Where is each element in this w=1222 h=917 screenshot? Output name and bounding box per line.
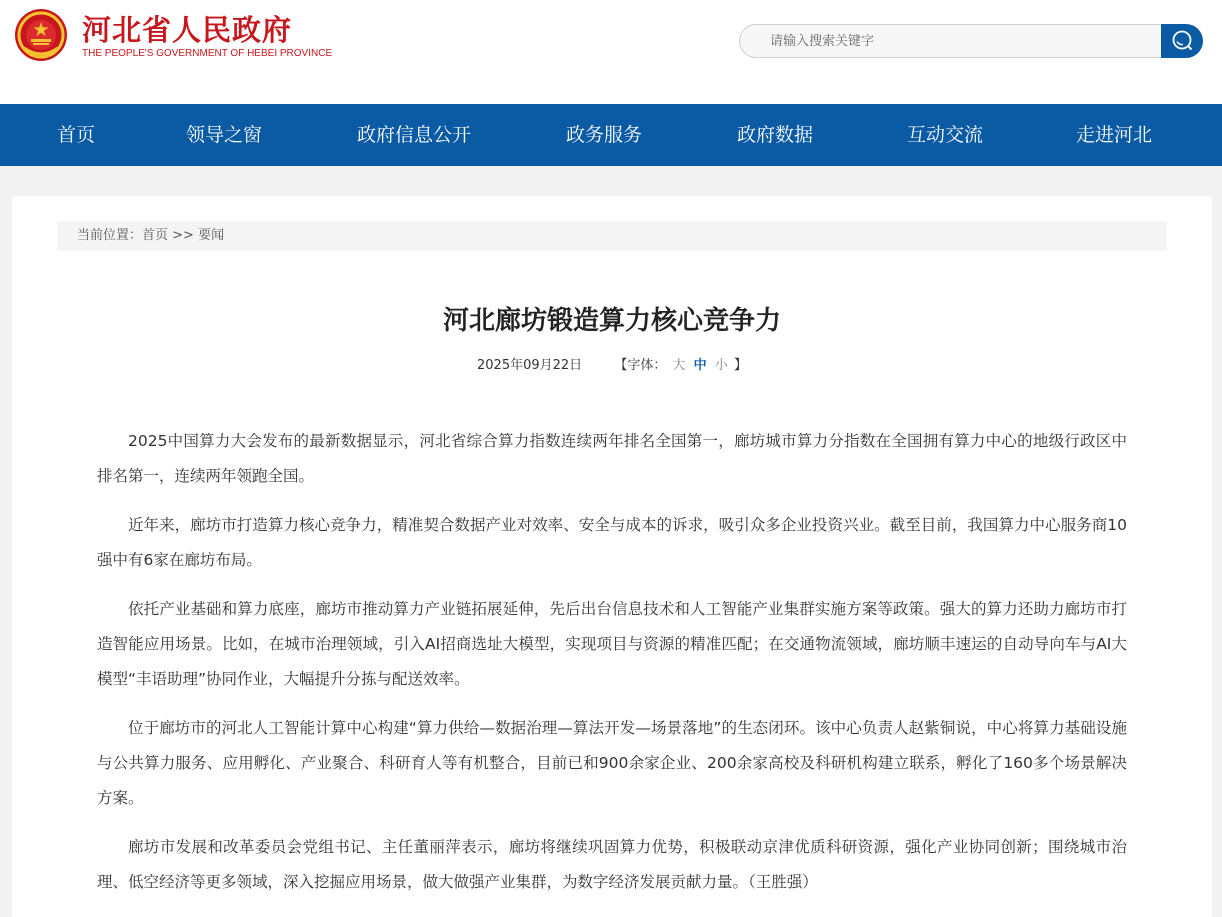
article-paragraph: 2025中国算力大会发布的最新数据显示，河北省综合算力指数连续两年排名全国第一，廊坊城市算力分指数在全国拥有算力中心的地级行政区中排名第一，连续两年领跑全国。 <box>97 432 1127 485</box>
site-subtitle: THE PEOPLE'S GOVERNMENT OF HEBEI PROVINCE <box>82 48 333 59</box>
article-paragraph: 廊坊市发展和改革委员会党组书记、主任董丽萍表示，廊坊将继续巩固算力优势，积极联动京津优质科研资源，强化产业协同创新；围绕城市治理、低空经济等更多领域，深入挖掘应用场景，做大做强产业集群，为数字经济发展贡献力量。（王胜强） <box>97 838 1127 891</box>
site-title[interactable]: 河北省人民政府 <box>82 13 293 47</box>
nav-item-interaction[interactable]: 互动交流 <box>907 124 984 146</box>
breadcrumb-prefix: 当前位置： <box>77 228 143 243</box>
nav-item-about-hebei[interactable]: 走进河北 <box>1076 124 1153 146</box>
search-input[interactable] <box>739 24 1163 58</box>
font-size-medium-button[interactable]: 中 <box>693 358 707 373</box>
breadcrumb-home-link[interactable]: 首页 <box>142 228 169 243</box>
article-paragraph: 依托产业基础和算力底座，廊坊市推动算力产业链拓展延伸，先后出台信息技术和人工智能产业集群实施方案等政策。强大的算力还助力廊坊市打造智能应用场景。比如，在城市治理领域，引入AI招商选址大模型，实现项目与资源的精准匹配；在交通物流领域，廊坊顺丰速运的自动导向车与AI大模型“丰语助理”协同作业，大幅提升分拣与配送效率。 <box>97 600 1127 688</box>
nav-item-home[interactable]: 首页 <box>57 124 96 146</box>
national-emblem-icon[interactable] <box>14 8 68 62</box>
search-button[interactable] <box>1161 24 1203 58</box>
nav-item-gov-info[interactable]: 政府信息公开 <box>357 124 472 146</box>
search-icon <box>1170 29 1194 53</box>
font-size-close: 】 <box>733 358 747 373</box>
font-size-large-button[interactable]: 大 <box>672 358 686 373</box>
main-nav <box>0 104 1222 166</box>
article-date: 2025年09月22日 <box>477 358 583 373</box>
breadcrumb <box>57 221 1167 251</box>
font-size-small-button[interactable]: 小 <box>714 358 728 373</box>
search-box <box>739 24 1203 58</box>
article-paragraph: 位于廊坊市的河北人工智能计算中心构建“算力供给—数据治理—算法开发—场景落地”的生态闭环。该中心负责人赵紫铜说，中心将算力基础设施与公共算力服务、应用孵化、产业聚合、科研育人等有机整合，目前已和900余家企业、200余家高校及科研机构建立联系，孵化了160多个场景解决方案。 <box>97 719 1127 807</box>
article-body <box>97 424 1127 914</box>
article-title: 河北廊坊锻造算力核心竞争力 <box>442 306 781 336</box>
breadcrumb-separator: >> <box>168 228 199 243</box>
font-size-label: 【字体： <box>614 358 667 373</box>
nav-item-gov-data[interactable]: 政府数据 <box>737 124 814 146</box>
breadcrumb-current-link[interactable]: 要闻 <box>198 228 225 243</box>
article-paragraph: 近年来，廊坊市打造算力核心竞争力，精准契合数据产业对效率、安全与成本的诉求，吸引众多企业投资兴业。截至目前，我国算力中心服务商10强中有6家在廊坊布局。 <box>97 516 1127 569</box>
article-container <box>12 196 1212 917</box>
site-header <box>0 0 1222 104</box>
nav-item-leaders[interactable]: 领导之窗 <box>186 124 263 146</box>
nav-item-services[interactable]: 政务服务 <box>566 124 643 146</box>
article-meta <box>12 354 1212 373</box>
